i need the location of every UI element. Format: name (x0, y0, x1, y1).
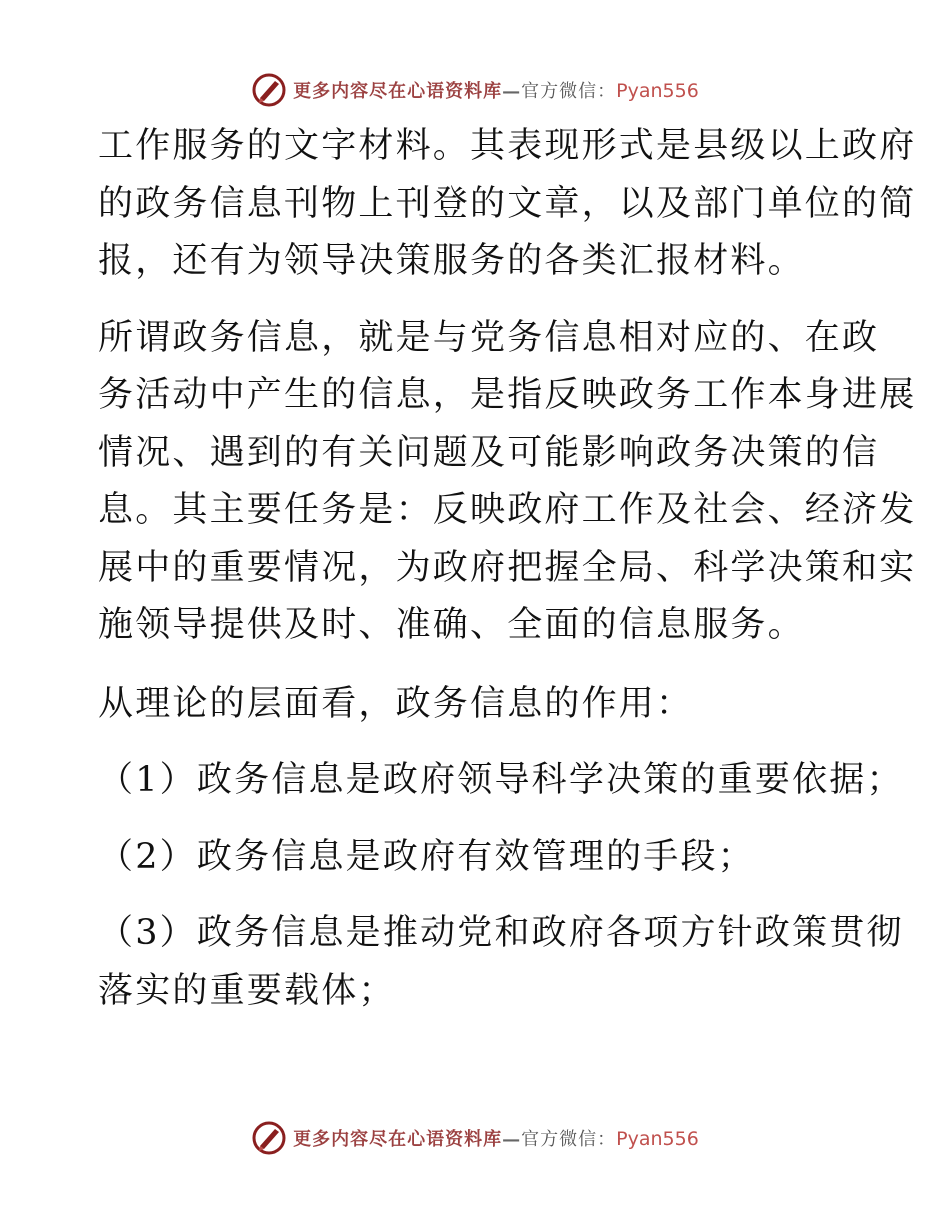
text-line: 的政务信息刊物上刊登的文章，以及部门单位的简 (98, 183, 917, 224)
pen-logo-icon (251, 1120, 287, 1156)
document-body (98, 118, 917, 1020)
text-line: 务活动中产生的信息，是指反映政务工作本身进展 (98, 375, 917, 415)
paragraph (98, 118, 917, 291)
text-line: 息。其主要任务是：反映政府工作及社会、经济发 (98, 490, 917, 530)
list-item (98, 829, 858, 887)
text-line: 施领导提供及时、准确、全面的信息服务。 (98, 605, 805, 645)
text-line: （2）政务信息是政府有效管理的手段； (98, 836, 755, 877)
text-line: （3）政务信息是推动党和政府各项方针政策贯彻 (98, 913, 904, 953)
watermark-wechat-id: Pyan556 (616, 80, 699, 102)
watermark-wechat-id: Pyan556 (616, 1128, 699, 1150)
text-line: 落实的重要载体； (98, 970, 396, 1011)
watermark-sub-text: 官方微信： (521, 81, 617, 102)
watermark-dash: — (502, 1129, 522, 1150)
watermark-main-text: 更多内容尽在心语资料库 (293, 1129, 503, 1150)
watermark-main-text: 更多内容尽在心语资料库 (293, 81, 503, 102)
watermark-sub-text: 官方微信： (521, 1129, 617, 1150)
list-item (98, 905, 904, 1020)
footer-watermark (0, 1118, 950, 1158)
text-line: 情况、遇到的有关问题及可能影响政务决策的信 (98, 432, 880, 473)
text-line: （1）政务信息是政府领导科学决策的重要依据； (98, 760, 904, 800)
text-line: 工作服务的文字材料。其表现形式是县级以上政府 (98, 126, 917, 166)
pen-logo-icon (251, 72, 287, 108)
text-line: 所谓政务信息，就是与党务信息相对应的、在政 (98, 317, 880, 358)
text-line: 报，还有为领导决策服务的各类汇报材料。 (98, 241, 805, 281)
list-item (98, 752, 904, 810)
paragraph (98, 676, 858, 734)
header-watermark (0, 70, 950, 110)
watermark-dash: — (502, 81, 522, 102)
text-line: 展中的重要情况，为政府把握全局、科学决策和实 (98, 547, 917, 588)
text-line: 从理论的层面看，政务信息的作用： (98, 683, 694, 724)
paragraph (98, 310, 917, 655)
